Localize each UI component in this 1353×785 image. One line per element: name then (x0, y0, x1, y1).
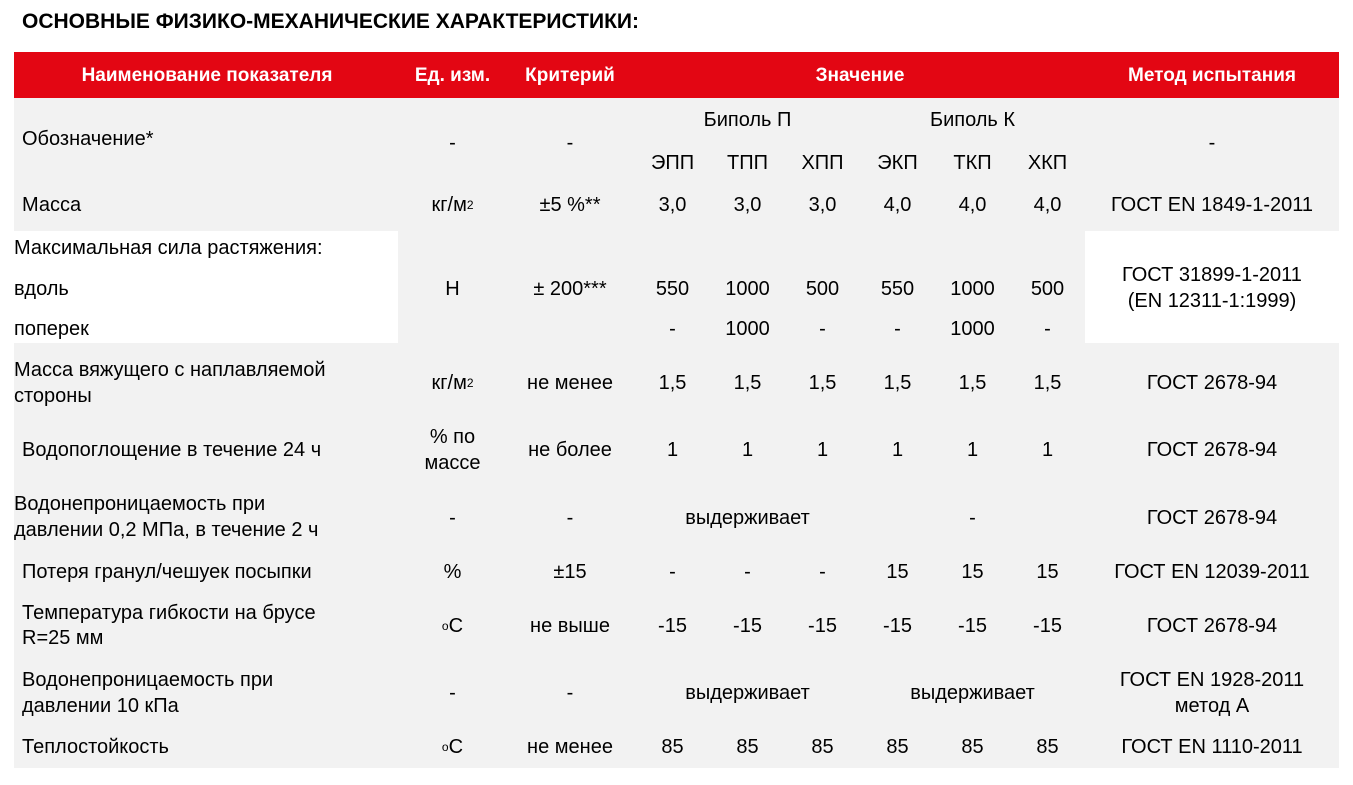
heat-method: ГОСТ EN 1110-2011 (1121, 735, 1303, 758)
flex-name-line1: Температура гибкости на брусе (22, 601, 316, 624)
value-cell: 1,5 (733, 371, 762, 394)
value-cell: 1000 (725, 277, 770, 300)
value-cell: 1,5 (658, 371, 687, 394)
mass-unit: кг/м 2 (431, 193, 474, 216)
value-cell: -15 (808, 614, 837, 637)
absorption-unit-line1: % по (429, 425, 476, 448)
watertight02-method: ГОСТ 2678-94 (1146, 506, 1278, 529)
value-cell: - (669, 317, 676, 340)
tensile-across-label: поперек (14, 317, 89, 340)
flex-method: ГОСТ 2678-94 (1146, 614, 1278, 637)
designation-criterion: - (566, 131, 574, 154)
value-cell: 1 (666, 438, 679, 461)
heat-criterion: не менее (527, 735, 613, 758)
code-cell: ТПП (727, 151, 768, 174)
watertight10-method-line2: метод А (1174, 694, 1250, 717)
value-cell: 1,5 (1033, 371, 1062, 394)
header-unit: Ед. изм. (414, 64, 491, 86)
watertight02-name-line1: Водонепроницаемость при (14, 492, 266, 515)
absorption-criterion: не более (528, 438, 612, 461)
designation-unit: - (449, 131, 456, 154)
value-cell: 85 (661, 735, 684, 758)
watertight10-name-line1: Водонепроницаемость при (22, 668, 274, 691)
mass-method: ГОСТ EN 1849-1-2011 (1110, 193, 1314, 216)
value-cell: 500 (1030, 277, 1065, 300)
binder-method: ГОСТ 2678-94 (1146, 371, 1278, 394)
value-cell: - (819, 317, 826, 340)
value-cell: - (669, 560, 676, 583)
granules-criterion: ±15 (553, 560, 587, 583)
mass-criterion: ±5 %** (539, 193, 601, 216)
watertight02-name-line2: давлении 0,2 МПа, в течение 2 ч (14, 518, 319, 541)
value-cell: - (1044, 317, 1051, 340)
value-cell: 85 (886, 735, 909, 758)
page-title: ОСНОВНЫЕ ФИЗИКО-МЕХАНИЧЕСКИЕ ХАРАКТЕРИСТИКИ: (22, 10, 639, 33)
value-cell: 550 (655, 277, 690, 300)
watertight02-value-p: выдерживает (685, 506, 810, 529)
code-cell: ЭКП (877, 151, 918, 174)
code-cell: ТКП (953, 151, 992, 174)
value-cell: 3,0 (733, 193, 762, 216)
value-cell: 3,0 (658, 193, 687, 216)
flex-unit: o С (441, 614, 464, 637)
designation-method: - (1208, 131, 1216, 154)
granules-name: Потеря гранул/чешуек посыпки (22, 560, 312, 583)
flex-name-line2: R=25 мм (22, 626, 104, 649)
group-bipol-p: Биполь П (703, 108, 792, 131)
absorption-method: ГОСТ 2678-94 (1146, 438, 1278, 461)
code-cell: ХКП (1027, 151, 1068, 174)
value-cell: 500 (805, 277, 840, 300)
value-cell: 85 (811, 735, 834, 758)
value-cell: 1,5 (808, 371, 837, 394)
header-method: Метод испытания (1128, 64, 1296, 86)
granules-method: ГОСТ EN 12039-2011 (1114, 560, 1310, 583)
watertight02-criterion: - (566, 506, 574, 529)
value-cell: 1,5 (883, 371, 912, 394)
value-cell: 1000 (725, 317, 770, 340)
designation-name: Обозначение* (22, 127, 154, 150)
value-cell: 4,0 (1033, 193, 1062, 216)
code-cell: ЭПП (650, 151, 695, 174)
value-cell: -15 (883, 614, 912, 637)
value-cell: - (744, 560, 751, 583)
watertight10-value-k: выдерживает (910, 681, 1035, 704)
value-cell: - (894, 317, 901, 340)
value-cell: 1,5 (958, 371, 987, 394)
absorption-name: Водопоглощение в течение 24 ч (22, 438, 322, 461)
header-criterion: Критерий (525, 64, 615, 86)
binder-name-line1: Масса вяжущего с наплавляемой (14, 358, 326, 381)
tensile-along-label: вдоль (14, 277, 69, 300)
value-cell: -15 (658, 614, 687, 637)
tensile-method-line2: (EN 12311-1:1999) (1127, 289, 1297, 312)
group-bipol-k: Биполь К (929, 108, 1016, 131)
value-cell: 15 (886, 560, 909, 583)
value-cell: -15 (958, 614, 987, 637)
value-cell: - (819, 560, 826, 583)
header-name: Наименование показателя (81, 64, 333, 86)
heat-name: Теплостойкость (22, 735, 169, 758)
value-cell: 1 (966, 438, 979, 461)
watertight10-method-line1: ГОСТ EN 1928-2011 (1119, 668, 1305, 691)
value-cell: 1 (891, 438, 904, 461)
tensile-unit: Н (445, 277, 460, 300)
value-cell: 85 (1036, 735, 1059, 758)
binder-criterion: не менее (527, 371, 613, 394)
value-cell: 1000 (950, 277, 995, 300)
watertight10-criterion: - (566, 681, 574, 704)
value-cell: 550 (880, 277, 915, 300)
tensile-criterion: ± 200*** (533, 277, 607, 300)
binder-name-line2: стороны (14, 384, 92, 407)
heat-unit: o С (441, 735, 464, 758)
value-cell: 15 (1036, 560, 1059, 583)
value-cell: 4,0 (958, 193, 987, 216)
header-value: Значение (815, 64, 905, 86)
tensile-method-line1: ГОСТ 31899-1-2011 (1122, 263, 1302, 286)
granules-unit: % (443, 560, 462, 583)
tensile-name: Максимальная сила растяжения: (14, 236, 323, 259)
code-cell: ХПП (801, 151, 844, 174)
value-cell: 85 (736, 735, 759, 758)
binder-unit: кг/м 2 (431, 371, 474, 394)
flex-criterion: не выше (530, 614, 610, 637)
value-cell: 85 (961, 735, 984, 758)
value-cell: 1 (816, 438, 829, 461)
value-cell: 4,0 (883, 193, 912, 216)
mass-name: Масса (22, 193, 82, 216)
watertight02-value-k: - (969, 506, 976, 529)
watertight10-name-line2: давлении 10 кПа (22, 694, 179, 717)
watertight02-unit: - (449, 506, 456, 529)
value-cell: 1000 (950, 317, 995, 340)
value-cell: -15 (1033, 614, 1062, 637)
value-cell: 15 (961, 560, 984, 583)
value-cell: -15 (733, 614, 762, 637)
watertight10-unit: - (449, 681, 456, 704)
value-cell: 1 (741, 438, 754, 461)
absorption-unit-line2: массе (424, 451, 481, 474)
value-cell: 3,0 (808, 193, 837, 216)
value-cell: 1 (1041, 438, 1054, 461)
watertight10-value-p: выдерживает (685, 681, 810, 704)
